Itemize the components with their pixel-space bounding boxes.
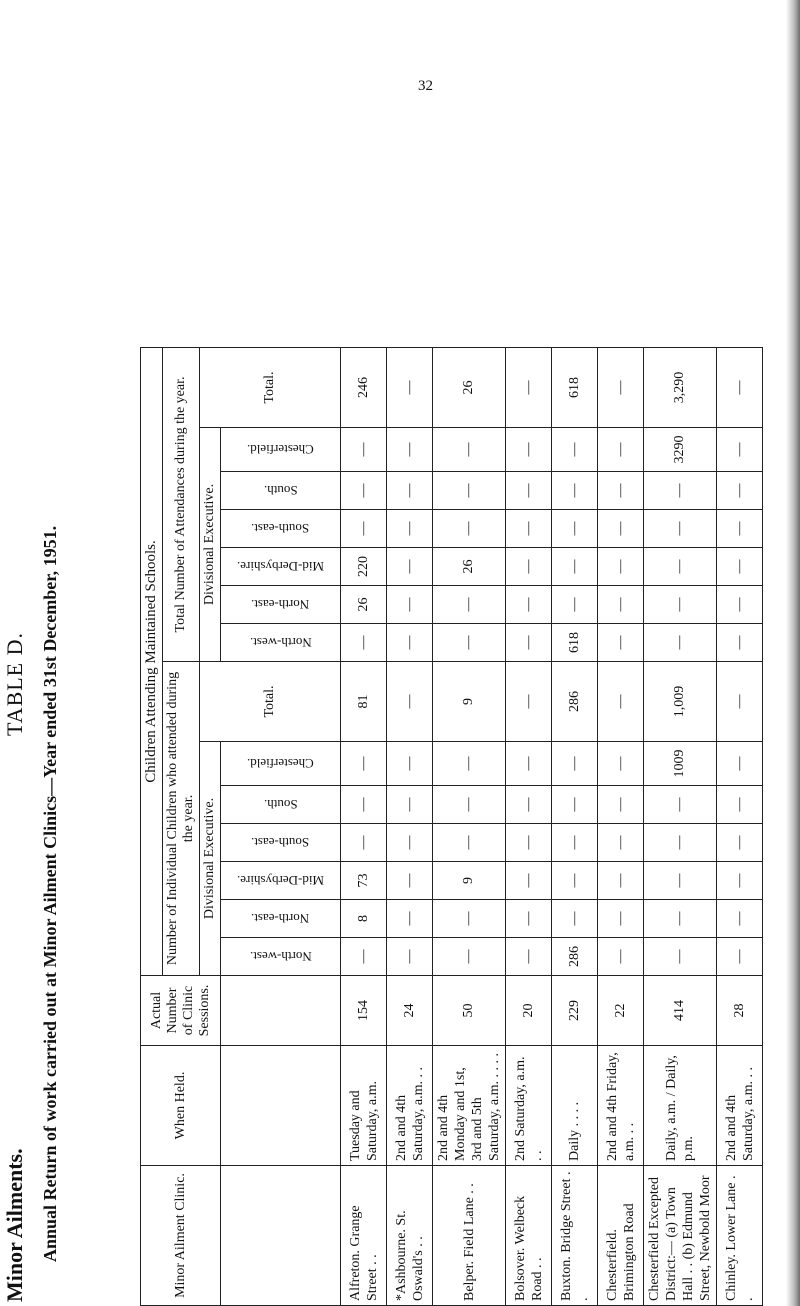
attendances-cell: —: [552, 586, 598, 624]
attendances-cell: —: [341, 624, 387, 662]
children-cell: —: [717, 900, 763, 938]
table-subtitle: Annual Return of work carried out at Minor Ailment Clinics—Year ended 31st December, 1951.: [40, 525, 60, 1262]
table-row: [506, 348, 552, 1306]
children-cell: —: [644, 824, 717, 862]
heading-left: Minor Ailments.: [2, 1148, 27, 1302]
attendances-cell: —: [506, 510, 552, 548]
when-cell: 2nd and 4th Saturday, a.m. . .: [717, 1046, 763, 1166]
children-total-header: Total.: [200, 662, 341, 742]
table-body: [341, 348, 763, 1306]
when-cell: Daily . . . .: [552, 1046, 598, 1166]
attendances-cell: —: [341, 472, 387, 510]
table-row: [387, 348, 433, 1306]
division-header: Mid-Derbyshire.: [221, 548, 341, 586]
attendances-cell: —: [598, 428, 644, 472]
children-cell: 8: [341, 900, 387, 938]
children-cell: —: [506, 786, 552, 824]
when-cell: 2nd Saturday, a.m. . .: [506, 1046, 552, 1166]
children-total-cell: 81: [341, 662, 387, 742]
attendances-cell: —: [717, 510, 763, 548]
children-cell: —: [598, 824, 644, 862]
children-cell: —: [644, 938, 717, 976]
children-total-cell: —: [387, 662, 433, 742]
attendances-total-cell: 26: [433, 348, 506, 428]
sessions-cell: 414: [644, 976, 717, 1046]
sessions-cell: 24: [387, 976, 433, 1046]
attendances-cell: —: [598, 624, 644, 662]
attendances-cell: —: [717, 586, 763, 624]
attendances-cell: —: [341, 510, 387, 548]
attendances-cell: —: [644, 472, 717, 510]
col-when: When Held.: [141, 1046, 221, 1166]
children-total-cell: —: [598, 662, 644, 742]
col-sessions: Actual Number of Clinic Sessions.: [141, 976, 221, 1046]
attendances-total-cell: 618: [552, 348, 598, 428]
subgroup-attendances: Divisional Executive.: [200, 428, 221, 662]
attendances-cell: 220: [341, 548, 387, 586]
clinic-cell: Belper. Field Lane . .: [433, 1166, 506, 1306]
children-cell: —: [598, 742, 644, 786]
sessions-cell: 50: [433, 976, 506, 1046]
children-cell: —: [341, 786, 387, 824]
attendances-cell: —: [717, 548, 763, 586]
children-cell: —: [341, 938, 387, 976]
children-cell: —: [433, 900, 506, 938]
group-attendances: Total Number of Attendances during the year.: [163, 348, 200, 662]
children-cell: —: [717, 786, 763, 824]
children-cell: 1009: [644, 742, 717, 786]
attendances-cell: 26: [341, 586, 387, 624]
attendances-total-cell: 3,290: [644, 348, 717, 428]
minor-ailments-table: [140, 347, 763, 1306]
attendances-cell: —: [387, 472, 433, 510]
attendances-cell: —: [387, 510, 433, 548]
attendances-total-header: Total.: [200, 348, 341, 428]
clinic-cell: Bolsover. Welbeck Road . .: [506, 1166, 552, 1306]
children-cell: —: [433, 786, 506, 824]
children-cell: —: [552, 862, 598, 900]
children-cell: —: [717, 862, 763, 900]
when-cell: 2nd and 4th Saturday, a.m. . .: [387, 1046, 433, 1166]
sessions-cell: 154: [341, 976, 387, 1046]
division-header: Chesterfield.: [221, 742, 341, 786]
children-cell: —: [598, 900, 644, 938]
super-header: Children Attending Maintained Schools.: [141, 348, 163, 976]
children-cell: 9: [433, 862, 506, 900]
division-header: North-east.: [221, 900, 341, 938]
sessions-cell: 22: [598, 976, 644, 1046]
children-total-cell: 1,009: [644, 662, 717, 742]
children-cell: —: [387, 862, 433, 900]
children-cell: —: [644, 862, 717, 900]
children-cell: —: [506, 742, 552, 786]
division-header: South.: [221, 472, 341, 510]
page-number: 32: [418, 78, 433, 94]
attendances-total-cell: —: [598, 348, 644, 428]
attendances-cell: —: [552, 548, 598, 586]
clinic-cell: Buxton. Bridge Street . .: [552, 1166, 598, 1306]
children-cell: —: [598, 938, 644, 976]
children-cell: —: [506, 900, 552, 938]
attendances-cell: —: [644, 548, 717, 586]
children-cell: 286: [552, 938, 598, 976]
children-cell: —: [387, 742, 433, 786]
attendances-cell: —: [598, 548, 644, 586]
children-total-cell: —: [506, 662, 552, 742]
when-cell: Tuesday and Saturday, a.m.: [341, 1046, 387, 1166]
attendances-total-cell: —: [387, 348, 433, 428]
children-cell: —: [717, 824, 763, 862]
attendances-total-cell: 246: [341, 348, 387, 428]
division-header: South-east.: [221, 824, 341, 862]
col-clinic: Minor Ailment Clinic.: [141, 1166, 221, 1306]
children-cell: —: [387, 786, 433, 824]
children-cell: —: [506, 862, 552, 900]
table-title: TABLE D.: [2, 631, 27, 736]
attendances-cell: —: [644, 586, 717, 624]
clinic-cell: Chinley. Lower Lane . .: [717, 1166, 763, 1306]
children-cell: —: [552, 786, 598, 824]
attendances-total-cell: —: [506, 348, 552, 428]
when-cell: 2nd and 4th Monday and 1st, 3rd and 5th Saturday, a.m. . . . .: [433, 1046, 506, 1166]
attendances-cell: —: [387, 548, 433, 586]
attendances-cell: —: [341, 428, 387, 472]
children-cell: —: [598, 862, 644, 900]
table-row: [598, 348, 644, 1306]
division-header: North-west.: [221, 938, 341, 976]
attendances-cell: —: [433, 428, 506, 472]
attendances-cell: —: [433, 472, 506, 510]
division-header: North-east.: [221, 586, 341, 624]
children-cell: —: [506, 938, 552, 976]
table-row: [644, 348, 717, 1306]
children-cell: —: [433, 938, 506, 976]
sessions-cell: 28: [717, 976, 763, 1046]
attendances-cell: —: [506, 472, 552, 510]
attendances-cell: —: [552, 510, 598, 548]
children-cell: —: [433, 742, 506, 786]
attendances-cell: —: [433, 586, 506, 624]
clinic-cell: *Ashbourne. St. Oswald's . .: [387, 1166, 433, 1306]
attendances-cell: —: [387, 624, 433, 662]
children-cell: —: [552, 900, 598, 938]
children-cell: —: [552, 742, 598, 786]
attendances-cell: —: [717, 472, 763, 510]
attendances-cell: —: [506, 548, 552, 586]
children-cell: —: [387, 938, 433, 976]
attendances-cell: 618: [552, 624, 598, 662]
attendances-total-cell: —: [717, 348, 763, 428]
attendances-cell: —: [387, 586, 433, 624]
division-header: South.: [221, 786, 341, 824]
table-row: [341, 348, 387, 1306]
attendances-cell: —: [644, 510, 717, 548]
attendances-cell: —: [552, 472, 598, 510]
children-cell: —: [717, 938, 763, 976]
children-cell: —: [644, 786, 717, 824]
table-row: [552, 348, 598, 1306]
group-children: Number of Individual Children who attended during the year.: [163, 662, 200, 976]
subgroup-children: Divisional Executive.: [200, 742, 221, 976]
children-cell: —: [341, 742, 387, 786]
children-cell: —: [552, 824, 598, 862]
attendances-cell: —: [552, 428, 598, 472]
division-header: Mid-Derbyshire.: [221, 862, 341, 900]
attendances-cell: —: [598, 510, 644, 548]
children-cell: —: [598, 786, 644, 824]
clinic-cell: Alfreton. Grange Street . .: [341, 1166, 387, 1306]
spacer-clinic: [221, 1166, 341, 1306]
attendances-cell: —: [387, 428, 433, 472]
attendances-cell: —: [433, 624, 506, 662]
scan-edge: [786, 0, 800, 1306]
children-total-cell: —: [717, 662, 763, 742]
children-cell: —: [506, 824, 552, 862]
attendances-cell: —: [506, 624, 552, 662]
children-total-cell: 286: [552, 662, 598, 742]
attendances-cell: —: [717, 624, 763, 662]
attendances-cell: —: [433, 510, 506, 548]
children-total-cell: 9: [433, 662, 506, 742]
attendances-cell: —: [598, 472, 644, 510]
table-row: [717, 348, 763, 1306]
when-cell: 2nd and 4th Friday, a.m. . .: [598, 1046, 644, 1166]
spacer-sessions: [221, 976, 341, 1046]
children-cell: —: [341, 824, 387, 862]
children-cell: —: [387, 824, 433, 862]
attendances-cell: 26: [433, 548, 506, 586]
attendances-cell: —: [506, 586, 552, 624]
sessions-cell: 20: [506, 976, 552, 1046]
attendances-cell: —: [506, 428, 552, 472]
attendances-cell: —: [717, 428, 763, 472]
division-header: North-west.: [221, 624, 341, 662]
clinic-cell: Chesterfield. Brimington Road: [598, 1166, 644, 1306]
children-cell: —: [433, 824, 506, 862]
when-cell: Daily, a.m. / Daily, p.m.: [644, 1046, 717, 1166]
children-cell: —: [717, 742, 763, 786]
attendances-cell: —: [598, 586, 644, 624]
division-header: Chesterfield.: [221, 428, 341, 472]
children-cell: —: [387, 900, 433, 938]
spacer-when: [221, 1046, 341, 1166]
sessions-cell: 229: [552, 976, 598, 1046]
attendances-cell: 3290: [644, 428, 717, 472]
table-row: [433, 348, 506, 1306]
clinic-cell: Chesterfield Excepted District:— (a) Town Hall . . (b) Edmund Street, Newbold Moor: [644, 1166, 717, 1306]
children-cell: —: [644, 900, 717, 938]
children-cell: 73: [341, 862, 387, 900]
division-header: South-east.: [221, 510, 341, 548]
attendances-cell: —: [644, 624, 717, 662]
